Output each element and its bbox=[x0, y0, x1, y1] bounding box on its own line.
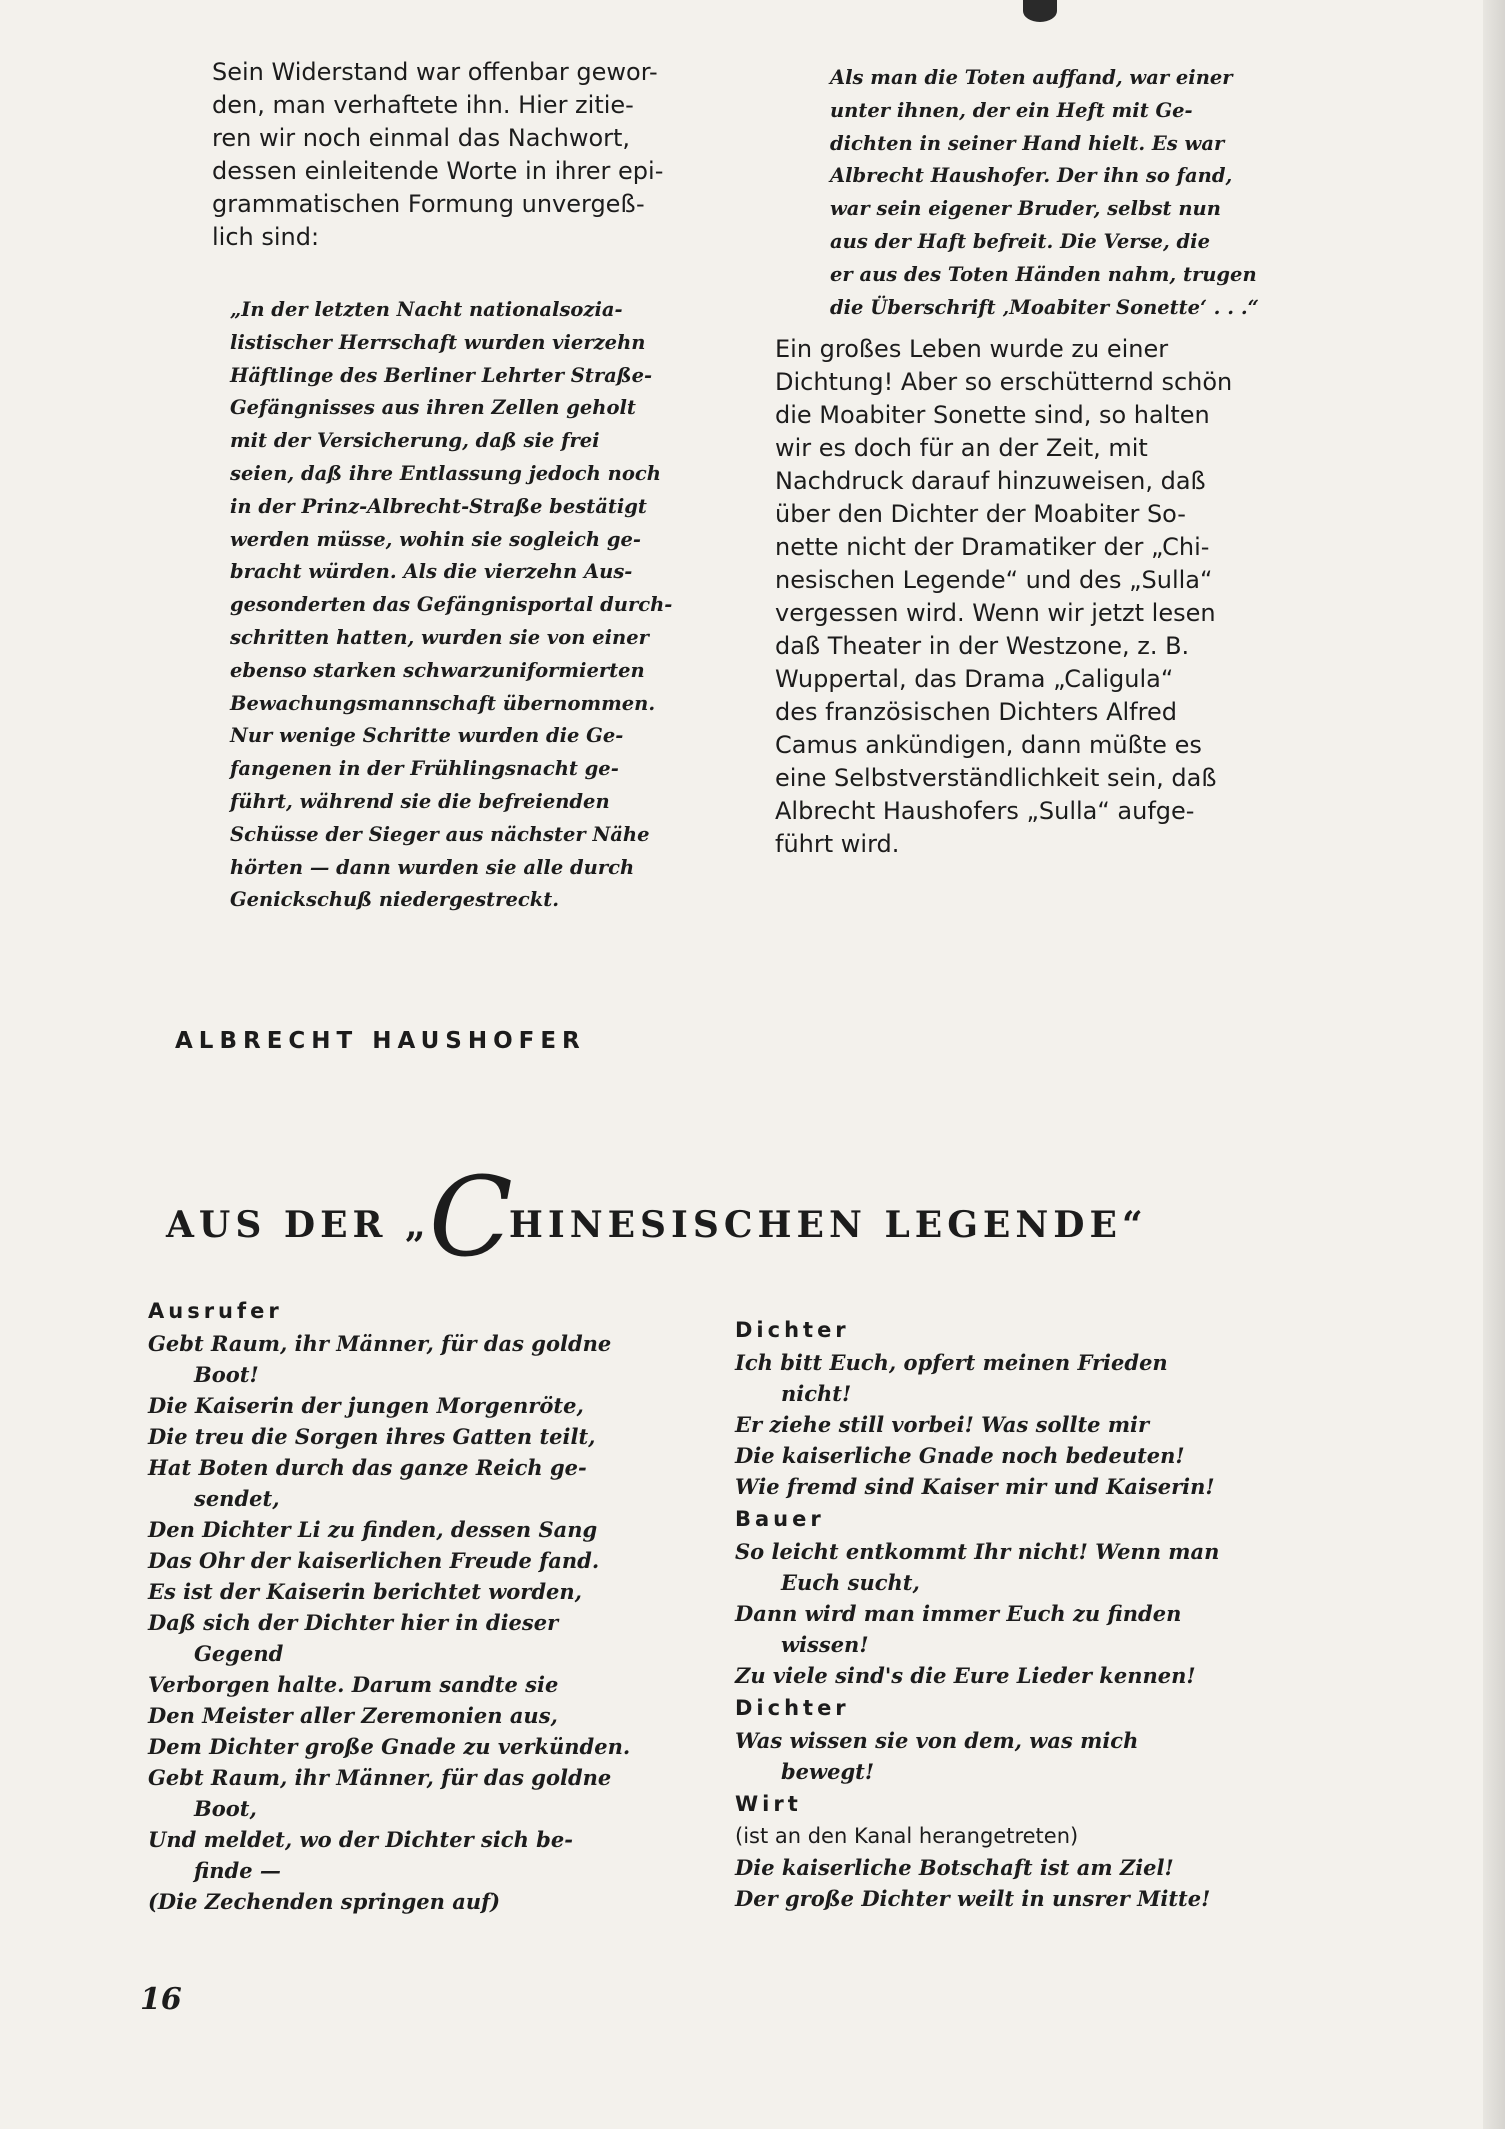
text-line: aus der Haft befreit. Die Verse, die bbox=[830, 229, 1210, 253]
verse-line: Zu viele sind's die Eure Lieder kennen! bbox=[735, 1663, 1196, 1688]
left-intro-paragraph bbox=[212, 56, 752, 254]
text-line: führt, während sie die befreienden bbox=[230, 789, 610, 813]
verse-line: Boot! bbox=[194, 1362, 259, 1387]
author-name: ALBRECHT HAUSHOFER bbox=[175, 1028, 586, 1054]
text-line: vergessen wird. Wenn wir jetzt lesen bbox=[775, 599, 1216, 627]
text-line: Albrecht Haushofers „Sulla“ aufge- bbox=[775, 797, 1195, 825]
text-line: „In der letzten Nacht nationalsozia- bbox=[230, 298, 623, 321]
speaker-name: Ausrufer bbox=[148, 1299, 283, 1323]
text-line: mit der Versicherung, daß sie frei bbox=[230, 429, 600, 453]
speaker-name: Dichter bbox=[735, 1696, 850, 1720]
verse-line: sendet, bbox=[194, 1486, 280, 1511]
section-title bbox=[166, 1135, 1148, 1281]
text-line: Wuppertal, das Drama „Caligula“ bbox=[775, 665, 1174, 693]
text-line: die Moabiter Sonette sind, so halten bbox=[775, 401, 1210, 429]
verse-line: Er ziehe still vorbei! Was sollte mir bbox=[735, 1412, 1150, 1437]
verse-line: (Die Zechenden springen auf) bbox=[148, 1889, 501, 1914]
verse-line: Den Meister aller Zeremonien aus, bbox=[148, 1703, 558, 1728]
text-line: Nachdruck darauf hinzuweisen, daß bbox=[775, 467, 1206, 495]
verse-line: nicht! bbox=[781, 1381, 852, 1406]
text-line: nette nicht der Dramatiker der „Chi- bbox=[775, 533, 1210, 561]
verse-line: Gegend bbox=[194, 1641, 284, 1666]
speaker-name: Bauer bbox=[735, 1507, 825, 1531]
text-line: Camus ankündigen, dann müßte es bbox=[775, 731, 1202, 759]
text-line: fangenen in der Frühlingsnacht ge- bbox=[230, 757, 619, 781]
speaker-name: Wirt bbox=[735, 1792, 802, 1816]
text-line: nesischen Legende“ und des „Sulla“ bbox=[775, 566, 1213, 594]
text-line: ebenso starken schwarzuniformierten bbox=[230, 658, 645, 682]
verse-line: Es ist der Kaiserin berichtet worden, bbox=[148, 1579, 582, 1604]
stage-direction: (ist an den Kanal herangetreten) bbox=[735, 1824, 1079, 1848]
verse-line: Das Ohr der kaiserlichen Freude fand. bbox=[148, 1548, 600, 1573]
play-right-column bbox=[735, 1313, 1335, 1914]
verse-line: Hat Boten durch das ganze Reich ge- bbox=[148, 1455, 587, 1480]
verse-line: Die treu die Sorgen ihres Gatten teilt, bbox=[148, 1424, 596, 1449]
play-left-column bbox=[148, 1294, 708, 1917]
speaker-name: Dichter bbox=[735, 1318, 850, 1342]
verse-line: Verborgen halte. Darum sandte sie bbox=[148, 1672, 559, 1697]
right-body-paragraph bbox=[775, 333, 1340, 861]
text-line: war sein eigener Bruder, selbst nun bbox=[830, 197, 1221, 221]
text-line: unter ihnen, der ein Heft mit Ge- bbox=[830, 98, 1193, 122]
text-line: Als man die Toten auffand, war einer bbox=[830, 66, 1233, 89]
text-line: bracht würden. Als die vierzehn Aus- bbox=[230, 560, 633, 584]
title-initial: C bbox=[428, 1153, 513, 1281]
left-quote-paragraph bbox=[230, 294, 750, 917]
text-line: dessen einleitende Worte in ihrer epi- bbox=[212, 157, 664, 185]
text-line: in der Prinz-Albrecht-Straße bestätigt bbox=[230, 494, 647, 518]
verse-line: So leicht entkommt Ihr nicht! Wenn man bbox=[735, 1539, 1220, 1564]
verse-line: wissen! bbox=[781, 1632, 869, 1657]
text-line: über den Dichter der Moabiter So- bbox=[775, 500, 1186, 528]
page-number: 16 bbox=[140, 1982, 182, 2017]
verse-line: Die Kaiserin der jungen Morgenröte, bbox=[148, 1393, 584, 1418]
text-line: Bewachungsmannschaft übernommen. bbox=[230, 691, 656, 715]
verse-line: Ich bitt Euch, opfert meinen Frieden bbox=[735, 1350, 1168, 1375]
verse-line: Was wissen sie von dem, was mich bbox=[735, 1728, 1139, 1753]
title-suffix: HINESISCHEN LEGENDE“ bbox=[508, 1204, 1148, 1246]
verse-line: Die kaiserliche Botschaft ist am Ziel! bbox=[735, 1855, 1174, 1880]
text-line: dichten in seiner Hand hielt. Es war bbox=[830, 131, 1225, 155]
text-line: eine Selbstverständlichkeit sein, daß bbox=[775, 764, 1217, 792]
text-line: führt wird. bbox=[775, 830, 900, 858]
verse-line: Gebt Raum, ihr Männer, für das goldne bbox=[148, 1765, 612, 1790]
text-line: Dichtung! Aber so erschütternd schön bbox=[775, 368, 1233, 396]
verse-line: Und meldet, wo der Dichter sich be- bbox=[148, 1827, 573, 1852]
text-line: den, man verhaftete ihn. Hier zitie- bbox=[212, 91, 634, 119]
verse-line: Wie fremd sind Kaiser mir und Kaiserin! bbox=[735, 1474, 1215, 1499]
text-line: Gefängnisses aus ihren Zellen geholt bbox=[230, 396, 636, 420]
verse-line: Daß sich der Dichter hier in dieser bbox=[148, 1610, 559, 1635]
verse-line: bewegt! bbox=[781, 1759, 875, 1784]
title-prefix: AUS DER „ bbox=[166, 1204, 431, 1246]
text-line: des französischen Dichters Alfred bbox=[775, 698, 1177, 726]
verse-line: Dann wird man immer Euch zu finden bbox=[735, 1601, 1182, 1626]
text-line: daß Theater in der Westzone, z. B. bbox=[775, 632, 1190, 660]
verse-line: Gebt Raum, ihr Männer, für das goldne bbox=[148, 1331, 612, 1356]
text-line: Ein großes Leben wurde zu einer bbox=[775, 335, 1169, 363]
text-line: schritten hatten, wurden sie von einer bbox=[230, 625, 649, 649]
right-quote-paragraph bbox=[830, 62, 1350, 324]
text-line: die Überschrift ‚Moabiter Sonette‘ . . .“ bbox=[830, 295, 1259, 319]
text-line: hörten — dann wurden sie alle durch bbox=[230, 855, 635, 879]
page-edge bbox=[1483, 0, 1505, 2129]
text-line: wir es doch für an der Zeit, mit bbox=[775, 434, 1148, 462]
text-line: lich sind: bbox=[212, 223, 320, 251]
text-line: Sein Widerstand war offenbar gewor- bbox=[212, 58, 658, 86]
verse-line: Die kaiserliche Gnade noch bedeuten! bbox=[735, 1443, 1185, 1468]
text-line: grammatischen Formung unvergeß- bbox=[212, 190, 645, 218]
text-line: seien, daß ihre Entlassung jedoch noch bbox=[230, 461, 661, 485]
verse-line: Boot, bbox=[194, 1796, 257, 1821]
text-line: Genickschuß niedergestreckt. bbox=[230, 888, 560, 912]
text-line: er aus des Toten Händen nahm, trugen bbox=[830, 262, 1257, 286]
text-line: Nur wenige Schritte wurden die Ge- bbox=[230, 724, 624, 748]
verse-line: Euch sucht, bbox=[781, 1570, 920, 1595]
verse-line: Der große Dichter weilt in unsrer Mitte! bbox=[735, 1886, 1211, 1911]
text-line: gesonderten das Gefängnisportal durch- bbox=[230, 593, 673, 617]
verse-line: finde — bbox=[194, 1858, 281, 1883]
text-line: ren wir noch einmal das Nachwort, bbox=[212, 124, 631, 152]
verse-line: Dem Dichter große Gnade zu verkünden. bbox=[148, 1734, 631, 1759]
verse-line: Den Dichter Li zu finden, dessen Sang bbox=[148, 1517, 598, 1542]
text-line: Albrecht Haushofer. Der ihn so fand, bbox=[830, 164, 1233, 188]
ink-blot bbox=[1023, 0, 1057, 22]
text-line: Schüsse der Sieger aus nächster Nähe bbox=[230, 822, 650, 846]
text-line: Häftlinge des Berliner Lehrter Straße- bbox=[230, 363, 653, 387]
text-line: listischer Herrschaft wurden vierzehn bbox=[230, 330, 646, 354]
text-line: werden müsse, wohin sie sogleich ge- bbox=[230, 527, 641, 551]
